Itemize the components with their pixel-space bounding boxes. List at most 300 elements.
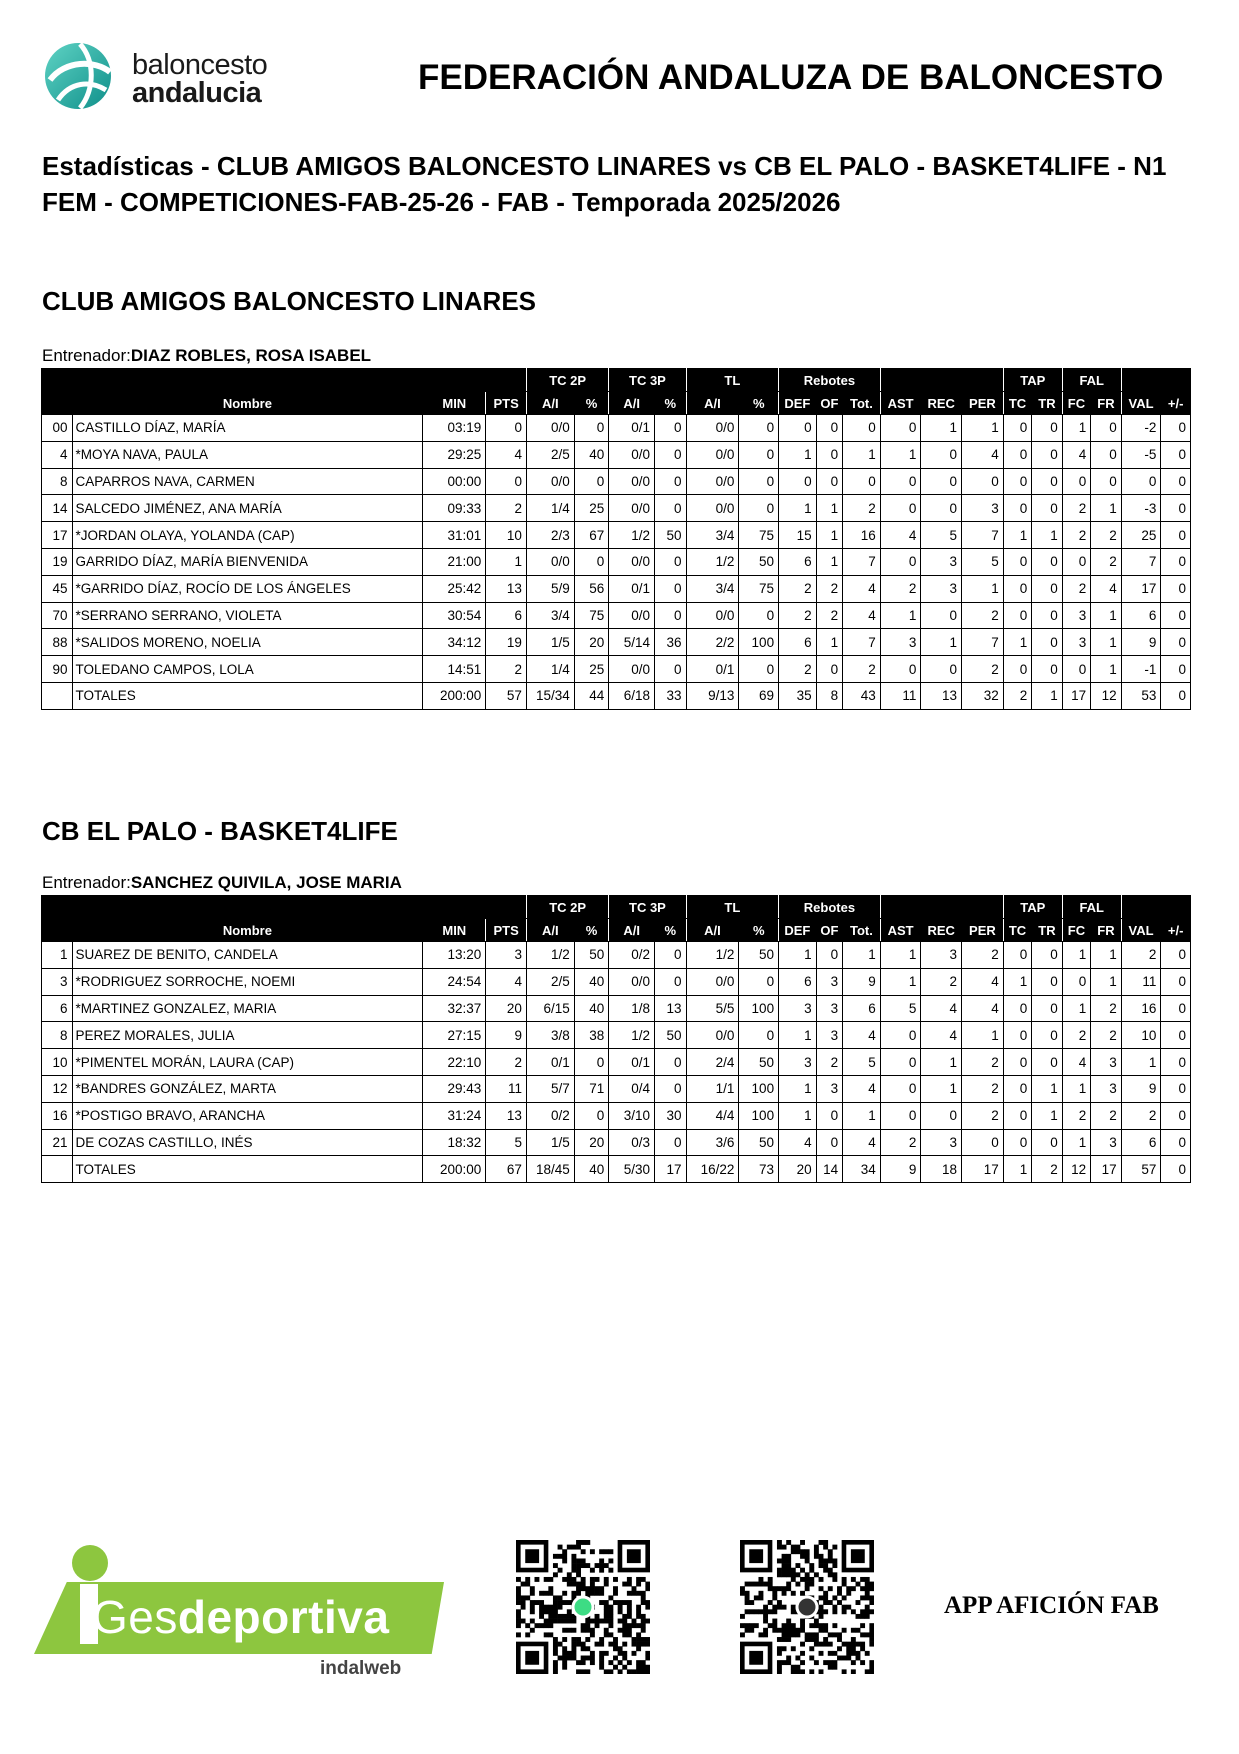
stat-cell: 16/22 xyxy=(686,1156,739,1183)
stat-cell: 6 xyxy=(779,629,817,656)
stat-cell: 1/2 xyxy=(686,942,739,969)
stat-cell: 36 xyxy=(655,629,687,656)
player-name: TOTALES xyxy=(72,682,423,709)
stat-cell: 5 xyxy=(921,522,962,549)
stat-cell: 1 xyxy=(816,629,842,656)
stat-cell: 6 xyxy=(1121,602,1161,629)
stat-cell: 75 xyxy=(739,575,779,602)
coach-name: SANCHEZ QUIVILA, JOSE MARIA xyxy=(130,873,402,892)
stat-cell: 4 xyxy=(843,602,881,629)
stat-cell: 43 xyxy=(843,682,881,709)
stat-cell: 4 xyxy=(843,1022,881,1049)
column-header: VAL xyxy=(1121,392,1161,415)
group-header: TC 3P xyxy=(609,896,686,919)
stat-cell: 7 xyxy=(843,548,881,575)
stat-cell: 0 xyxy=(1003,942,1031,969)
stat-cell: 0/1 xyxy=(609,1049,655,1076)
stat-cell: 0 xyxy=(921,1102,962,1129)
column-header: VAL xyxy=(1121,919,1161,942)
stat-cell: 0/0 xyxy=(526,415,574,442)
stat-cell: 0 xyxy=(779,468,817,495)
stat-cell: 3 xyxy=(816,995,842,1022)
column-header: % xyxy=(739,392,779,415)
player-number: 19 xyxy=(42,548,73,575)
stat-cell: 0 xyxy=(1161,656,1191,683)
column-header: % xyxy=(655,392,687,415)
stat-cell: 0 xyxy=(1003,1102,1031,1129)
stat-cell: 2 xyxy=(486,656,527,683)
stat-cell: 1 xyxy=(1091,656,1122,683)
column-header: Tot. xyxy=(843,392,881,415)
stat-cell: 2 xyxy=(779,602,817,629)
stat-cell: 0/2 xyxy=(609,942,655,969)
stat-cell: 25:42 xyxy=(423,575,486,602)
player-row xyxy=(42,1129,1191,1156)
stat-cell: 0 xyxy=(486,415,527,442)
stat-cell: 50 xyxy=(574,942,609,969)
column-header: MIN xyxy=(423,392,486,415)
stat-cell: 0 xyxy=(655,468,687,495)
stat-cell: 3 xyxy=(921,942,962,969)
totals-row xyxy=(42,1156,1191,1183)
stat-cell: 57 xyxy=(486,682,527,709)
player-number: 88 xyxy=(42,629,73,656)
stat-cell: 13 xyxy=(486,1102,527,1129)
stat-cell: 2 xyxy=(962,1075,1004,1102)
stat-cell: 2 xyxy=(1091,1022,1122,1049)
stat-cell: 1 xyxy=(1091,495,1122,522)
stat-cell: 0 xyxy=(655,415,687,442)
stat-cell: 0 xyxy=(921,468,962,495)
stat-cell: 6 xyxy=(843,995,881,1022)
stat-cell: 0 xyxy=(655,968,687,995)
stat-cell: 1 xyxy=(1003,522,1031,549)
stat-cell: 4 xyxy=(843,1075,881,1102)
player-number: 12 xyxy=(42,1075,73,1102)
stat-cell: 4 xyxy=(843,575,881,602)
player-row xyxy=(42,602,1191,629)
stat-cell: 22:10 xyxy=(423,1049,486,1076)
player-name: TOLEDANO CAMPOS, LOLA xyxy=(72,656,423,683)
stat-cell: 6 xyxy=(779,968,817,995)
stat-cell: 0/0 xyxy=(609,495,655,522)
stat-cell: 2 xyxy=(486,1049,527,1076)
stat-cell: 1 xyxy=(962,415,1004,442)
stat-cell: 34 xyxy=(843,1156,881,1183)
stat-cell: 15/34 xyxy=(526,682,574,709)
stat-cell: 0 xyxy=(1032,441,1063,468)
stat-cell: 17 xyxy=(655,1156,687,1183)
stat-cell: 4 xyxy=(1062,1049,1090,1076)
stat-cell: 40 xyxy=(574,1156,609,1183)
stat-cell: 0 xyxy=(779,415,817,442)
player-name: SALCEDO JIMÉNEZ, ANA MARÍA xyxy=(72,495,423,522)
team-2-name: CB EL PALO - BASKET4LIFE xyxy=(42,816,398,846)
player-number: 90 xyxy=(42,656,73,683)
stat-cell: 2 xyxy=(1003,682,1031,709)
stat-cell: 20 xyxy=(574,629,609,656)
stat-cell: 0 xyxy=(816,468,842,495)
column-header: TC xyxy=(1003,392,1031,415)
column-header: PER xyxy=(962,392,1004,415)
stat-cell: 0/0 xyxy=(526,468,574,495)
column-header: % xyxy=(739,919,779,942)
stat-cell: 57 xyxy=(1121,1156,1161,1183)
stat-cell: 0/0 xyxy=(686,968,739,995)
stat-cell: 0/0 xyxy=(609,602,655,629)
stat-cell: 17 xyxy=(1062,682,1090,709)
stat-cell: 0 xyxy=(1161,995,1191,1022)
stat-cell: 0 xyxy=(1161,548,1191,575)
stat-cell: 0 xyxy=(1032,629,1063,656)
stat-cell: 35 xyxy=(779,682,817,709)
logo-line1: baloncesto xyxy=(132,49,268,81)
stat-cell: 3 xyxy=(921,1129,962,1156)
stat-cell: 25 xyxy=(1121,522,1161,549)
stat-cell: 1/5 xyxy=(526,1129,574,1156)
stat-cell: 27:15 xyxy=(423,1022,486,1049)
logo-line2: andalucia xyxy=(132,77,262,109)
stat-cell: 0 xyxy=(739,415,779,442)
stat-cell: 1/5 xyxy=(526,629,574,656)
stat-cell: 3/4 xyxy=(686,575,739,602)
brand-light: Ges xyxy=(92,1591,178,1643)
column-header: FR xyxy=(1091,919,1122,942)
stat-cell: 3 xyxy=(921,575,962,602)
stat-cell: 16 xyxy=(843,522,881,549)
column-header: MIN xyxy=(423,919,486,942)
stat-cell: 50 xyxy=(739,1129,779,1156)
stat-cell: 2 xyxy=(816,602,842,629)
stat-cell: 16 xyxy=(1121,995,1161,1022)
player-number: 16 xyxy=(42,1102,73,1129)
team-1-name: CLUB AMIGOS BALONCESTO LINARES xyxy=(42,286,537,316)
stat-cell: 69 xyxy=(739,682,779,709)
stat-cell: 1 xyxy=(1032,1075,1063,1102)
stat-cell: 0 xyxy=(1161,468,1191,495)
stat-cell: 0 xyxy=(574,1102,609,1129)
group-header xyxy=(880,369,1003,392)
stat-cell: 20 xyxy=(779,1156,817,1183)
stat-cell: 1 xyxy=(1062,942,1090,969)
stat-cell: 0/0 xyxy=(609,468,655,495)
stat-cell: 0 xyxy=(1161,1022,1191,1049)
group-header: FAL xyxy=(1062,896,1121,919)
stat-cell: 6 xyxy=(486,602,527,629)
stat-cell: 0 xyxy=(1003,656,1031,683)
stat-cell: 0/0 xyxy=(686,1022,739,1049)
stat-cell: 21:00 xyxy=(423,548,486,575)
stat-cell: 2 xyxy=(1121,1102,1161,1129)
column-header: A/I xyxy=(526,919,574,942)
stat-cell: 11 xyxy=(1121,968,1161,995)
stat-cell: 1 xyxy=(1062,995,1090,1022)
group-header xyxy=(42,369,423,392)
player-name: *SALIDOS MORENO, NOELIA xyxy=(72,629,423,656)
stat-cell: 4 xyxy=(921,1022,962,1049)
stat-cell: 0 xyxy=(1161,682,1191,709)
group-header: TC 3P xyxy=(609,369,686,392)
stat-cell: 2 xyxy=(486,495,527,522)
stat-cell: 0 xyxy=(1161,629,1191,656)
stat-cell: 1/2 xyxy=(609,522,655,549)
stat-cell: 1/4 xyxy=(526,656,574,683)
stat-cell: 0 xyxy=(1003,415,1031,442)
stat-cell: 1 xyxy=(843,441,881,468)
column-header: REC xyxy=(921,919,962,942)
player-name: SUAREZ DE BENITO, CANDELA xyxy=(72,942,423,969)
stat-cell: 0 xyxy=(655,1049,687,1076)
player-row xyxy=(42,1049,1191,1076)
stat-cell: 0/0 xyxy=(609,968,655,995)
stat-cell: 0 xyxy=(1032,942,1063,969)
player-name: GARRIDO DÍAZ, MARÍA BIENVENIDA xyxy=(72,548,423,575)
stat-cell: 6 xyxy=(779,548,817,575)
stat-cell: 50 xyxy=(739,942,779,969)
stat-cell: 9 xyxy=(1121,1075,1161,1102)
player-number: 70 xyxy=(42,602,73,629)
stat-cell: 1 xyxy=(1003,1156,1031,1183)
stat-cell: 0/1 xyxy=(526,1049,574,1076)
player-name: *MOYA NAVA, PAULA xyxy=(72,441,423,468)
stat-cell: 2/4 xyxy=(686,1049,739,1076)
player-name: DE COZAS CASTILLO, INÉS xyxy=(72,1129,423,1156)
stat-cell: 29:25 xyxy=(423,441,486,468)
stat-cell: 30 xyxy=(655,1102,687,1129)
stat-cell: 0 xyxy=(655,1075,687,1102)
stat-cell: 2/5 xyxy=(526,968,574,995)
stat-cell: 3/4 xyxy=(686,522,739,549)
player-name: *RODRIGUEZ SORROCHE, NOEMI xyxy=(72,968,423,995)
stat-cell: 0 xyxy=(739,1022,779,1049)
stat-cell: 0 xyxy=(655,1129,687,1156)
group-header-row xyxy=(42,369,1191,392)
stat-cell: 6 xyxy=(1121,1129,1161,1156)
stat-cell: 2 xyxy=(962,1049,1004,1076)
stat-cell: 100 xyxy=(739,1102,779,1129)
column-header: TR xyxy=(1032,392,1063,415)
stat-cell: 73 xyxy=(739,1156,779,1183)
player-row xyxy=(42,1102,1191,1129)
stat-cell: 67 xyxy=(486,1156,527,1183)
group-header: TC 2P xyxy=(526,896,608,919)
stat-cell: 0 xyxy=(1003,468,1031,495)
stat-cell: -3 xyxy=(1121,495,1161,522)
stat-cell: 1 xyxy=(779,1102,817,1129)
stat-cell: 1 xyxy=(779,1022,817,1049)
player-number: 8 xyxy=(42,468,73,495)
column-header: TC xyxy=(1003,919,1031,942)
player-name: PEREZ MORALES, JULIA xyxy=(72,1022,423,1049)
stat-cell: 53 xyxy=(1121,682,1161,709)
stat-cell: 0 xyxy=(1032,656,1063,683)
column-header: TR xyxy=(1032,919,1063,942)
stat-cell: 0 xyxy=(574,415,609,442)
stat-cell: -1 xyxy=(1121,656,1161,683)
group-header: FAL xyxy=(1062,369,1121,392)
stat-cell: 3/10 xyxy=(609,1102,655,1129)
stat-cell: 1/1 xyxy=(686,1075,739,1102)
player-number: 10 xyxy=(42,1049,73,1076)
stat-cell: 3 xyxy=(486,942,527,969)
stat-cell: 0/4 xyxy=(609,1075,655,1102)
app-label: APP AFICIÓN FAB xyxy=(944,1592,1159,1619)
group-header: Rebotes xyxy=(779,369,881,392)
stat-cell: 31:24 xyxy=(423,1102,486,1129)
apple-qr-code-icon[interactable] xyxy=(740,1540,874,1674)
stat-cell: 0 xyxy=(962,468,1004,495)
stat-cell: 32 xyxy=(962,682,1004,709)
stat-cell: 1 xyxy=(880,602,921,629)
stat-cell: 3 xyxy=(962,495,1004,522)
stat-cell: 0 xyxy=(1161,942,1191,969)
stat-cell: 3 xyxy=(1091,1129,1122,1156)
stat-cell: 7 xyxy=(962,522,1004,549)
stat-cell: 0/2 xyxy=(526,1102,574,1129)
stat-cell: 17 xyxy=(962,1156,1004,1183)
stat-cell: 0 xyxy=(1161,415,1191,442)
stat-cell: 14 xyxy=(816,1156,842,1183)
stat-cell: 2 xyxy=(1091,522,1122,549)
stat-cell: 19 xyxy=(486,629,527,656)
stat-cell: 1 xyxy=(843,942,881,969)
stat-cell: 0/0 xyxy=(609,548,655,575)
stat-cell: 0 xyxy=(1032,1049,1063,1076)
stat-cell: 3 xyxy=(1091,1075,1122,1102)
stat-cell: 9 xyxy=(1121,629,1161,656)
stat-cell: 0 xyxy=(1161,495,1191,522)
stat-cell: 0 xyxy=(1003,1049,1031,1076)
stat-cell: 0 xyxy=(880,1049,921,1076)
brand-bold: deportiva xyxy=(177,1591,390,1643)
player-name: TOTALES xyxy=(72,1156,423,1183)
stat-cell: 0 xyxy=(880,656,921,683)
stat-cell: 0 xyxy=(962,1129,1004,1156)
stat-cell: 0 xyxy=(880,468,921,495)
player-row xyxy=(42,1075,1191,1102)
team-2-coach xyxy=(42,873,402,893)
stat-cell: 0 xyxy=(1032,468,1063,495)
column-header: Tot. xyxy=(843,919,881,942)
stat-cell: 0 xyxy=(1161,441,1191,468)
stat-cell: 0 xyxy=(1032,995,1063,1022)
stat-cell: 2 xyxy=(962,942,1004,969)
stat-cell: 0 xyxy=(655,602,687,629)
stat-cell: 200:00 xyxy=(423,1156,486,1183)
stat-cell: 2 xyxy=(1062,575,1090,602)
stat-cell: 50 xyxy=(739,548,779,575)
stat-cell: 100 xyxy=(739,995,779,1022)
stat-cell: 0 xyxy=(1161,968,1191,995)
column-header: AST xyxy=(880,919,921,942)
stat-cell: 0 xyxy=(880,1022,921,1049)
stat-cell: 0 xyxy=(1121,468,1161,495)
stat-cell: 0 xyxy=(574,468,609,495)
column-header: A/I xyxy=(526,392,574,415)
stat-cell: 0 xyxy=(655,441,687,468)
stat-cell: 17 xyxy=(1121,575,1161,602)
stat-cell: 0 xyxy=(1032,1022,1063,1049)
player-row xyxy=(42,995,1191,1022)
stat-cell: 0 xyxy=(1091,441,1122,468)
stat-cell: 3 xyxy=(1091,1049,1122,1076)
stat-cell: 9 xyxy=(880,1156,921,1183)
player-row xyxy=(42,548,1191,575)
stat-cell: 0 xyxy=(880,415,921,442)
stat-cell: 7 xyxy=(843,629,881,656)
column-header: REC xyxy=(921,392,962,415)
stat-cell: 1 xyxy=(921,1075,962,1102)
stat-cell: 1 xyxy=(880,968,921,995)
player-number: 3 xyxy=(42,968,73,995)
stat-cell: 4 xyxy=(962,995,1004,1022)
stat-cell: 13:20 xyxy=(423,942,486,969)
stat-cell: 0 xyxy=(1003,548,1031,575)
player-name: *GARRIDO DÍAZ, ROCÍO DE LOS ÁNGELES xyxy=(72,575,423,602)
player-name: *SERRANO SERRANO, VIOLETA xyxy=(72,602,423,629)
stat-cell: 1 xyxy=(779,441,817,468)
stat-cell: 25 xyxy=(574,656,609,683)
stat-cell: 4 xyxy=(921,995,962,1022)
stat-cell: 00:00 xyxy=(423,468,486,495)
player-row xyxy=(42,522,1191,549)
stat-cell: 0/1 xyxy=(609,415,655,442)
stat-cell: 1 xyxy=(1003,629,1031,656)
stat-cell: 0 xyxy=(1003,602,1031,629)
stat-cell: 75 xyxy=(574,602,609,629)
column-header: % xyxy=(655,919,687,942)
stat-cell: 12 xyxy=(1091,682,1122,709)
stat-cell: 0 xyxy=(1003,1129,1031,1156)
stat-cell: 0 xyxy=(1003,441,1031,468)
stat-cell: 24:54 xyxy=(423,968,486,995)
stat-cell: 1 xyxy=(1062,415,1090,442)
column-header: Nombre xyxy=(72,919,423,942)
stat-cell: 0 xyxy=(1003,495,1031,522)
stat-cell: 0 xyxy=(816,1102,842,1129)
stat-cell: 75 xyxy=(739,522,779,549)
stat-cell: 0 xyxy=(921,656,962,683)
stat-cell: 40 xyxy=(574,995,609,1022)
stat-cell: 0/0 xyxy=(686,441,739,468)
stat-cell: 0/1 xyxy=(686,656,739,683)
stat-cell: -2 xyxy=(1121,415,1161,442)
stat-cell: 0 xyxy=(1161,602,1191,629)
stat-cell: 0 xyxy=(1161,1075,1191,1102)
column-header: A/I xyxy=(609,919,655,942)
stat-cell: 5 xyxy=(843,1049,881,1076)
stat-cell: 0 xyxy=(816,415,842,442)
coach-label: Entrenador: xyxy=(42,873,131,892)
stat-cell: 18/45 xyxy=(526,1156,574,1183)
gesdeportiva-logo xyxy=(34,1540,454,1680)
column-header: DEF xyxy=(779,919,817,942)
column-header: OF xyxy=(816,392,842,415)
column-header: % xyxy=(574,919,609,942)
stat-cell: 0 xyxy=(655,548,687,575)
stat-cell: 0 xyxy=(739,495,779,522)
player-name: *JORDAN OLAYA, YOLANDA (CAP) xyxy=(72,522,423,549)
column-header-number xyxy=(42,392,73,415)
stat-cell: 2 xyxy=(1091,1102,1122,1129)
android-qr-code-icon[interactable] xyxy=(516,1540,650,1674)
stat-cell: 10 xyxy=(1121,1022,1161,1049)
logo-dot-icon xyxy=(72,1545,108,1581)
stat-cell: 1 xyxy=(843,1102,881,1129)
stat-cell: 9/13 xyxy=(686,682,739,709)
stat-cell: 0/0 xyxy=(609,441,655,468)
stat-cell: 1 xyxy=(921,629,962,656)
